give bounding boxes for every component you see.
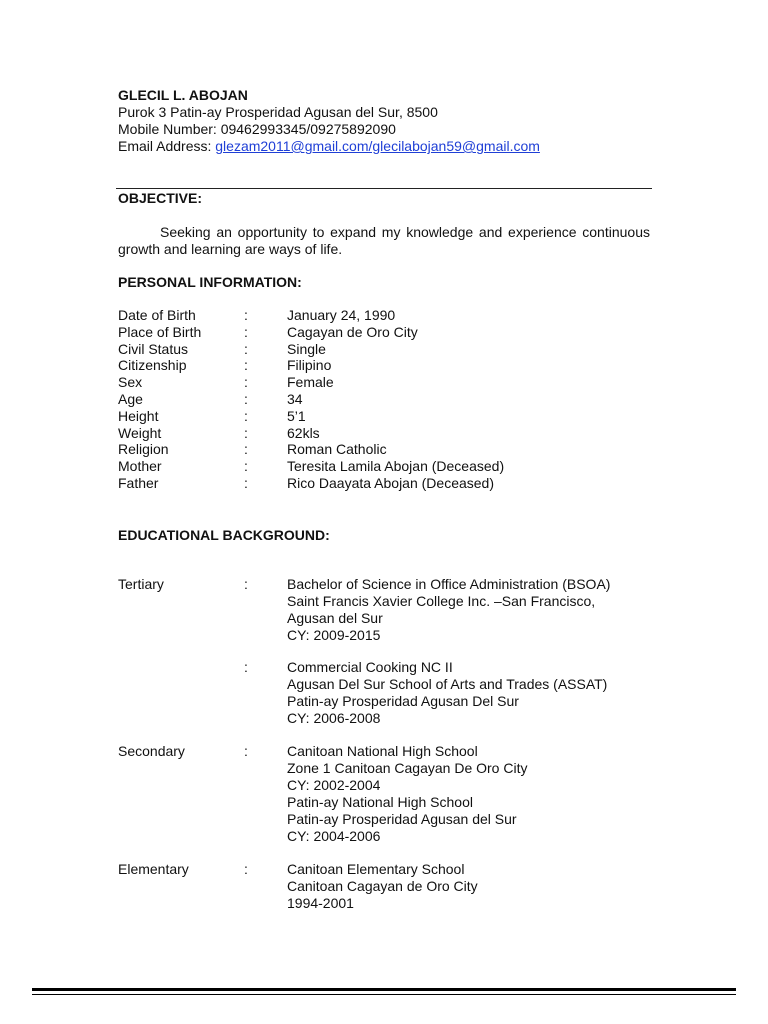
education-level-label: Elementary bbox=[118, 861, 189, 877]
personal-info-value: Rico Daayata Abojan (Deceased) bbox=[287, 475, 495, 491]
education-detail-line: Patin-ay Prosperidad Agusan Del Sur bbox=[287, 693, 519, 709]
education-detail-line: CY: 2009-2015 bbox=[287, 627, 381, 643]
education-detail-line: Canitoan Cagayan de Oro City bbox=[287, 878, 478, 894]
education-detail-line: Zone 1 Canitoan Cagayan De Oro City bbox=[287, 760, 528, 776]
address-line: Purok 3 Patin-ay Prosperidad Agusan del Sur, 8500 bbox=[118, 104, 438, 120]
mobile-line: Mobile Number: 09462993345/09275892090 bbox=[118, 121, 396, 137]
personal-info-value: January 24, 1990 bbox=[287, 307, 396, 323]
personal-info-value: Female bbox=[287, 374, 334, 391]
personal-info-value: 62kls bbox=[287, 424, 320, 441]
education-detail-line: Canitoan Elementary School bbox=[287, 861, 465, 877]
personal-info-label: Date of Birth bbox=[118, 307, 196, 323]
personal-info-value: Roman Catholic bbox=[287, 441, 387, 458]
education-detail-line: 1994-2001 bbox=[287, 895, 354, 911]
education-detail-line: Commercial Cooking NC II bbox=[287, 659, 453, 675]
education-detail-line: Agusan del Sur bbox=[287, 610, 383, 626]
education-details bbox=[287, 861, 478, 912]
resume-name: GLECIL L. ABOJAN bbox=[118, 87, 248, 103]
colon-separator: : bbox=[244, 357, 248, 374]
colon-separator: : bbox=[244, 441, 248, 458]
education-detail-line: Canitoan National High School bbox=[287, 743, 478, 759]
email-line bbox=[118, 138, 540, 155]
personal-info-label: Age bbox=[118, 391, 143, 407]
colon-separator: : bbox=[244, 861, 248, 877]
colon-separator: : bbox=[244, 424, 248, 441]
colon-separator: : bbox=[244, 407, 248, 424]
personal-info-value: Cagayan de Oro City bbox=[287, 323, 418, 340]
colon-separator: : bbox=[244, 323, 248, 340]
objective-heading: OBJECTIVE: bbox=[118, 190, 203, 206]
email-label: Email Address: bbox=[118, 138, 216, 154]
personal-info-label: Father bbox=[118, 475, 159, 491]
personal-info-value: Single bbox=[287, 340, 326, 357]
colon-separator: : bbox=[244, 374, 248, 391]
colon-separator: : bbox=[244, 743, 248, 759]
personal-info-label: Mother bbox=[118, 458, 162, 475]
footer-rule bbox=[32, 988, 736, 991]
personal-info-label: Place of Birth bbox=[118, 323, 202, 340]
colon-separator: : bbox=[244, 576, 248, 592]
footer-rule-thin bbox=[32, 994, 736, 995]
personal-info-value: 34 bbox=[287, 391, 303, 407]
personal-info-value: 5’1 bbox=[287, 407, 306, 424]
colon-separator: : bbox=[244, 475, 248, 491]
personal-info-value: Filipino bbox=[287, 357, 332, 374]
education-level-label: Tertiary bbox=[118, 576, 164, 592]
education-details bbox=[287, 659, 607, 727]
education-heading: EDUCATIONAL BACKGROUND: bbox=[118, 527, 330, 543]
colon-separator: : bbox=[244, 458, 248, 475]
education-details bbox=[287, 743, 527, 845]
colon-separator: : bbox=[244, 307, 248, 323]
education-detail-line: Agusan Del Sur School of Arts and Trades (ASSAT) bbox=[287, 676, 608, 692]
email-link[interactable]: glezam2011@gmail.com/glecilabojan59@gmail.com bbox=[215, 138, 540, 154]
header-divider bbox=[116, 188, 652, 189]
personal-info-label: Civil Status bbox=[118, 340, 189, 357]
education-detail-line: Saint Francis Xavier College Inc. –San Francisco, bbox=[287, 593, 596, 609]
personal-info-label: Religion bbox=[118, 441, 169, 458]
education-detail-line: Patin-ay National High School bbox=[287, 794, 473, 810]
education-detail-line: Bachelor of Science in Office Administration (BSOA) bbox=[287, 576, 611, 592]
education-detail-line: CY: 2004-2006 bbox=[287, 828, 381, 844]
personal-info-label: Citizenship bbox=[118, 357, 187, 374]
education-details bbox=[287, 576, 610, 644]
colon-separator: : bbox=[244, 340, 248, 357]
education-level-label: Secondary bbox=[118, 743, 185, 759]
colon-separator: : bbox=[244, 391, 248, 407]
education-detail-line: CY: 2002-2004 bbox=[287, 777, 381, 793]
personal-info-label: Height bbox=[118, 407, 159, 424]
personal-info-value: Teresita Lamila Abojan (Deceased) bbox=[287, 458, 505, 475]
personal-info-heading: PERSONAL INFORMATION: bbox=[118, 274, 302, 290]
objective-text: Seeking an opportunity to expand my knowledge and experience continuous growth and learning are ways of life. bbox=[118, 224, 650, 257]
education-detail-line: Patin-ay Prosperidad Agusan del Sur bbox=[287, 811, 517, 827]
personal-info-label: Weight bbox=[118, 424, 162, 441]
personal-info-label: Sex bbox=[118, 374, 143, 391]
colon-separator: : bbox=[244, 659, 248, 675]
education-detail-line: CY: 2006-2008 bbox=[287, 710, 381, 726]
